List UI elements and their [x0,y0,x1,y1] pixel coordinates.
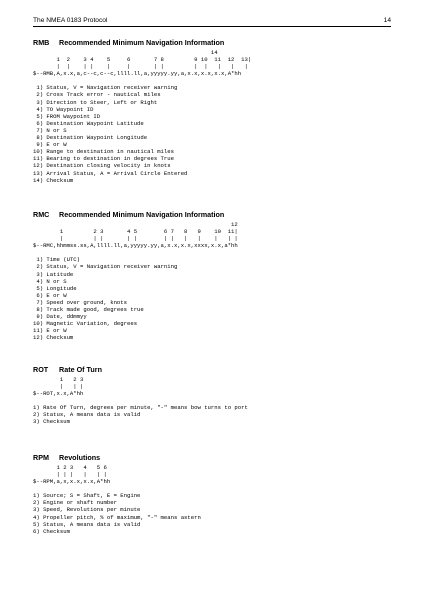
field-item: 10) Range to destination in nautical miles [33,148,174,156]
field-item: 4) TO Waypoint ID [33,105,94,113]
field-item: 5) FROM Waypoint ID [33,112,101,120]
field-item: 6) E or W [33,291,67,299]
field-item: 9) Date, ddmmyy [33,313,87,321]
field-item: 11) E or W [33,327,67,335]
section-title [33,210,393,219]
field-item: 2) Status, A means data is valid [33,411,141,419]
sentence-name: Recommended Minimum Navigation Information [59,38,225,47]
field-item: 9) E or W [33,141,67,149]
field-item: 4) N or S [33,277,67,285]
field-list [33,404,393,425]
field-item: 3) Latitude [33,270,74,278]
sentence-code: ROT [33,365,49,374]
sentence-format: 12 1 2 3 4 5 6 7 8 9 10 11| | | | | | | | | | | | | $--RMC,hhmmss.ss,A,llll.ll,a,yyyyy.yy,a,x.x,x.x,xxxx,x.x,a*hh [33,221,238,250]
field-item: 7) N or S [33,126,67,134]
field-item: 1) Rate Of Turn, degrees per minute, "-" means bow turns to port [33,404,248,412]
sentence-name: Rate Of Turn [59,365,102,374]
section-title [33,453,393,462]
page-header [33,14,391,27]
field-item: 12) Destination closing velocity in knots [33,162,171,170]
field-item: 7) Speed over ground, knots [33,298,127,306]
section-title [33,38,393,47]
field-item: 10) Magnetic Variation, degrees [33,320,138,328]
field-list [33,256,393,341]
field-item: 2) Engine or shaft number [33,499,117,507]
field-item: 13) Arrival Status, A = Arrival Circle Entered [33,169,188,177]
section-title [33,365,393,374]
field-item: 1) Source; S = Shaft, E = Engine [33,492,141,500]
field-item: 2) Status, V = Navigation receiver warning [33,263,178,271]
field-item: 12) Checksum [33,334,74,342]
field-item: 1) Time (UTC) [33,256,80,264]
field-item: 3) Speed, Revolutions per minute [33,506,141,514]
sentence-format: 1 2 3 | | | $--ROT,x.x,A*hh [33,376,84,398]
field-item: 5) Status, A means data is valid [33,520,141,528]
field-item: 3) Checksum [33,418,70,426]
section-rmb [33,38,393,184]
section-rmc [33,210,393,342]
section-rot [33,365,393,426]
field-list [33,492,393,535]
field-item: 4) Propeller pitch, % of maximum, "-" means astern [33,513,201,521]
field-item: 5) Longitude [33,284,77,292]
field-item: 1) Status, V = Navigation receiver warning [33,84,178,92]
document-title: The NMEA 0183 Protocol [33,17,108,24]
sentence-code: RMC [33,210,50,219]
sentence-code: RPM [33,453,49,462]
sentence-name: Recommended Minimum Navigation Information [59,210,225,219]
field-item: 14) Checksum [33,176,74,184]
field-item: 8) Track made good, degrees true [33,306,144,314]
sentence-code: RMB [33,38,50,47]
section-rpm [33,453,393,535]
field-list [33,84,393,183]
field-item: 11) Bearing to destination in degrees True [33,155,174,163]
sentence-format: 14 1 2 3 4 5 6 7 8 9 10 11 12 13| | | | | | | | | | | | | | $--RMB,A,x.x,a,c--c,c--c,llll.ll,a,yyyyy.yy,a,x.x,x.x,x.x,A*hh [33,49,252,78]
field-item: 3) Direction to Steer, Left or Right [33,98,158,106]
sentence-name: Revolutions [59,453,101,462]
field-item: 6) Checksum [33,527,70,535]
field-item: 2) Cross Track error - nautical miles [33,91,161,99]
field-item: 8) Destination Waypoint Longitude [33,134,148,142]
sentence-format: 1 2 3 4 5 6 | | | | | | $--RPM,a,x,x.x,x.x,A*hh [33,464,111,486]
page-number: 14 [383,17,391,24]
field-item: 6) Destination Waypoint Latitude [33,119,144,127]
